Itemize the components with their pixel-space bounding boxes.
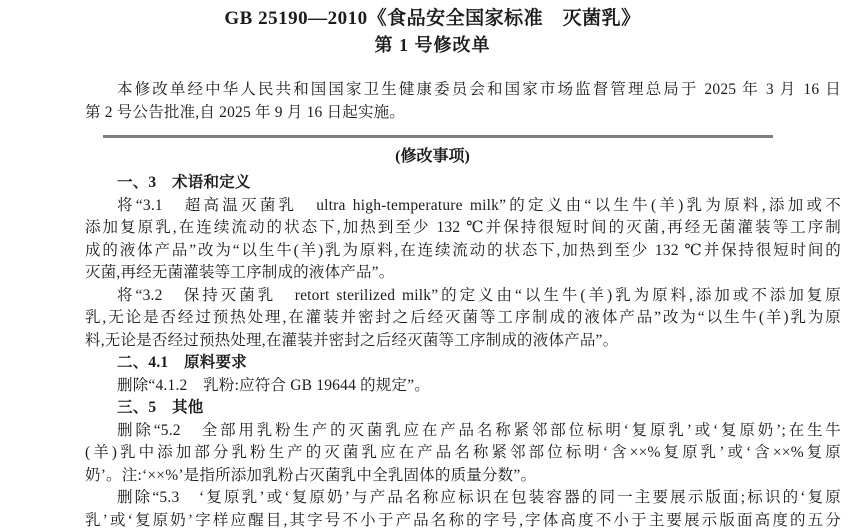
doc-line: (羊)乳中添加部分乳粉生产的灭菌乳应在产品名称紧邻部位标明‘含××%复原乳’或‘含××%复原: [85, 442, 841, 465]
doc-line: 添加复原乳,在连续流动的状态下,加热到至少 132 ℃并保持很短时间的灭菌,再经无菌灌装等工序制: [85, 217, 841, 240]
document-title: [0, 6, 865, 58]
section-heading: 三、5 其他: [85, 397, 841, 420]
doc-line: 删除“5.3 ‘复原乳’或‘复原奶’与产品名称应标识在包装容器的同一主要展示版面;标识的‘复原: [85, 487, 841, 510]
doc-line: 本修改单经中华人民共和国国家卫生健康委员会和国家市场监督管理总局于 2025 年 3 月 16 日: [85, 79, 841, 102]
horizontal-divider: [103, 135, 773, 138]
doc-line: 删除“5.2 全部用乳粉生产的灭菌乳应在产品名称紧邻部位标明‘复原乳’或‘复原奶’;在生牛: [85, 420, 841, 443]
doc-line: 乳,无论是否经过预热处理,在灌装并密封之后经灭菌等工序制成的液体产品”改为“以生牛(羊)乳为原: [85, 307, 841, 330]
doc-line: 乳’或‘复原奶’字样应醒目,其字号不小于产品名称的字号,字体高度不小于主要展示版面高度的五分: [85, 510, 841, 532]
doc-line: 料,无论是否经过预热处理,在灌装并密封之后经灭菌等工序制成的液体产品”。: [85, 330, 841, 353]
standard-number-title: GB 25190—2010《食品安全国家标准 灭菌乳》: [0, 6, 865, 32]
amendment-title: 第 1 号修改单: [0, 32, 865, 58]
doc-line: 将“3.2 保持灭菌乳 retort sterilized milk”的定义由“以生牛(羊)乳为原料,添加或不添加复原: [85, 285, 841, 308]
section-heading: 一、3 术语和定义: [85, 172, 841, 195]
approval-preamble: [85, 79, 841, 124]
doc-line: 将“3.1 超高温灭菌乳 ultra high-temperature milk”的定义由“以生牛(羊)乳为原料,添加或不: [85, 195, 841, 218]
doc-line: 第 2 号公告批准,自 2025 年 9 月 16 日起实施。: [85, 102, 841, 125]
section-heading: 二、4.1 原料要求: [85, 352, 841, 375]
doc-line: 奶’。注:‘××%’是指所添加乳粉占灭菌乳中全乳固体的质量分数”。: [85, 465, 841, 488]
doc-line: 成的液体产品”改为“以生牛(羊)乳为原料,在连续流动的状态下,加热到至少 132 ℃并保持很短时间的: [85, 240, 841, 263]
amendment-body: [85, 172, 841, 532]
doc-line: 灭菌,再经无菌灌装等工序制成的液体产品”。: [85, 262, 841, 285]
doc-line: 删除“4.1.2 乳粉:应符合 GB 19644 的规定”。: [85, 375, 841, 398]
section-label: (修改事项): [0, 146, 865, 168]
